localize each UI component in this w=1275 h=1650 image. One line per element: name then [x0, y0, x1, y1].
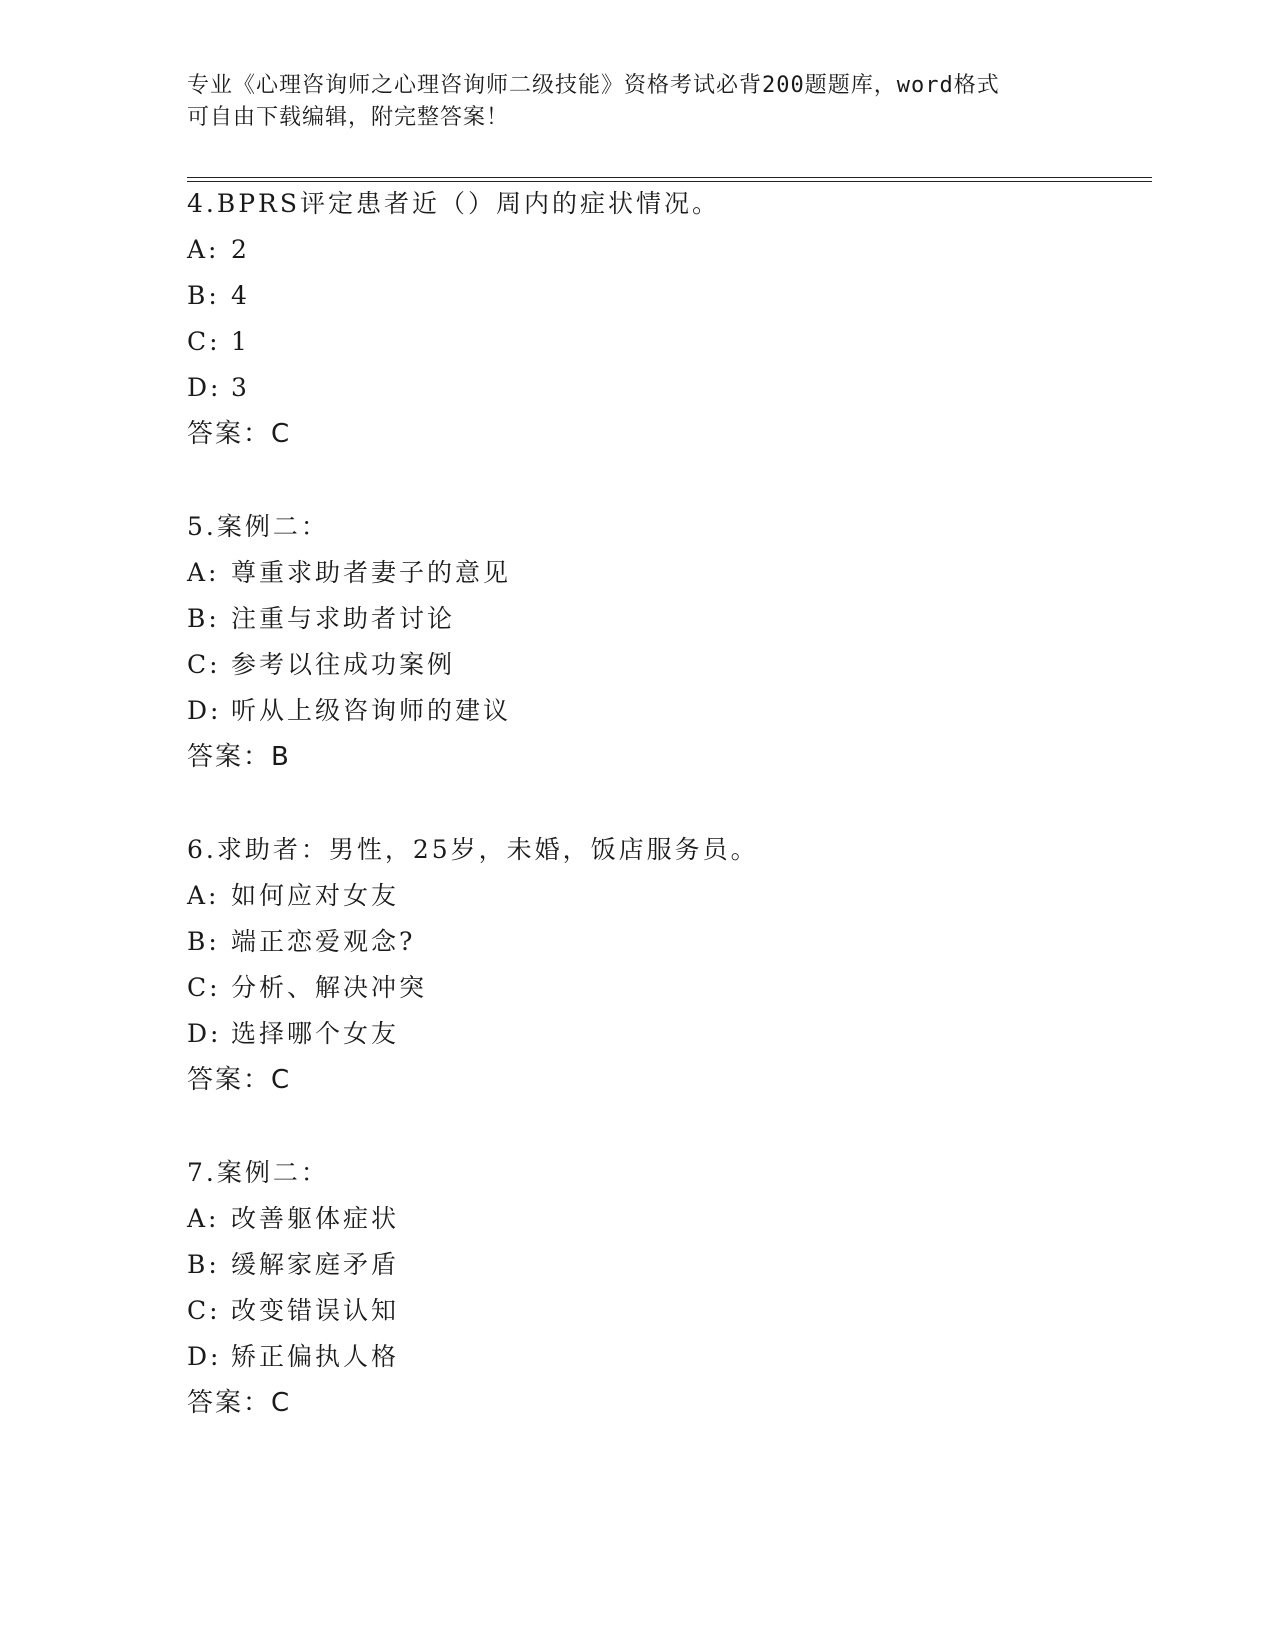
option-letter: A:	[187, 1204, 220, 1233]
question-block-4	[187, 181, 1087, 457]
option-text: 分析、解决冲突	[231, 973, 428, 1002]
option-letter: A:	[187, 235, 220, 264]
option-letter: C:	[187, 973, 221, 1002]
option-text: 注重与求助者讨论	[231, 604, 456, 633]
option-letter: C:	[187, 1296, 221, 1325]
option-c	[187, 319, 1087, 365]
option-c	[187, 965, 1087, 1011]
option-text: 参考以往成功案例	[231, 650, 456, 679]
option-letter: A:	[187, 558, 220, 587]
option-text: 改善躯体症状	[231, 1204, 400, 1233]
option-text: 矫正偏执人格	[231, 1342, 400, 1371]
option-letter: D:	[187, 696, 222, 725]
header-line-1: 专业《心理咨询师之心理咨询师二级技能》资格考试必背200题题库，word格式	[187, 73, 1000, 98]
option-letter: B:	[187, 604, 220, 633]
option-text: 4	[231, 281, 250, 310]
option-letter: C:	[187, 327, 221, 356]
answer-line: 答案：B	[187, 742, 291, 772]
question-block-6	[187, 827, 1087, 1103]
document-header	[187, 70, 1087, 134]
option-text: 3	[231, 373, 250, 402]
option-c	[187, 1288, 1087, 1334]
option-a	[187, 550, 1087, 596]
option-text: 改变错误认知	[231, 1296, 400, 1325]
question-stem: 6.求助者：男性，25岁，未婚，饭店服务员。	[187, 835, 759, 864]
option-b	[187, 596, 1087, 642]
option-letter: B:	[187, 927, 220, 956]
option-d	[187, 365, 1087, 411]
option-b	[187, 273, 1087, 319]
option-b	[187, 919, 1087, 965]
option-letter: B:	[187, 1250, 220, 1279]
option-text: 如何应对女友	[231, 881, 400, 910]
option-letter: D:	[187, 373, 222, 402]
answer-line: 答案：C	[187, 1388, 292, 1418]
option-letter: C:	[187, 650, 221, 679]
option-a	[187, 227, 1087, 273]
option-text: 尊重求助者妻子的意见	[231, 558, 512, 587]
answer-line: 答案：C	[187, 1065, 292, 1095]
question-stem: 5.案例二：	[187, 512, 329, 541]
answer-line: 答案：C	[187, 419, 292, 449]
question-stem: 4.BPRS评定患者近（）周内的症状情况。	[187, 189, 720, 218]
option-letter: B:	[187, 281, 220, 310]
option-a	[187, 873, 1087, 919]
option-d	[187, 1334, 1087, 1380]
question-block-7	[187, 1150, 1087, 1426]
option-d	[187, 688, 1087, 734]
option-a	[187, 1196, 1087, 1242]
option-text: 1	[231, 327, 250, 356]
option-text: 2	[231, 235, 250, 264]
option-d	[187, 1011, 1087, 1057]
option-letter: D:	[187, 1342, 222, 1371]
option-text: 缓解家庭矛盾	[231, 1250, 400, 1279]
option-letter: A:	[187, 881, 220, 910]
header-line-2: 可自由下载编辑，附完整答案！	[187, 105, 510, 130]
question-stem: 7.案例二：	[187, 1158, 329, 1187]
option-b	[187, 1242, 1087, 1288]
option-c	[187, 642, 1087, 688]
option-text: 听从上级咨询师的建议	[231, 696, 512, 725]
option-text: 选择哪个女友	[231, 1019, 400, 1048]
option-letter: D:	[187, 1019, 222, 1048]
option-text: 端正恋爱观念?	[231, 927, 416, 956]
header-divider-top	[187, 177, 1152, 178]
question-block-5	[187, 504, 1087, 780]
